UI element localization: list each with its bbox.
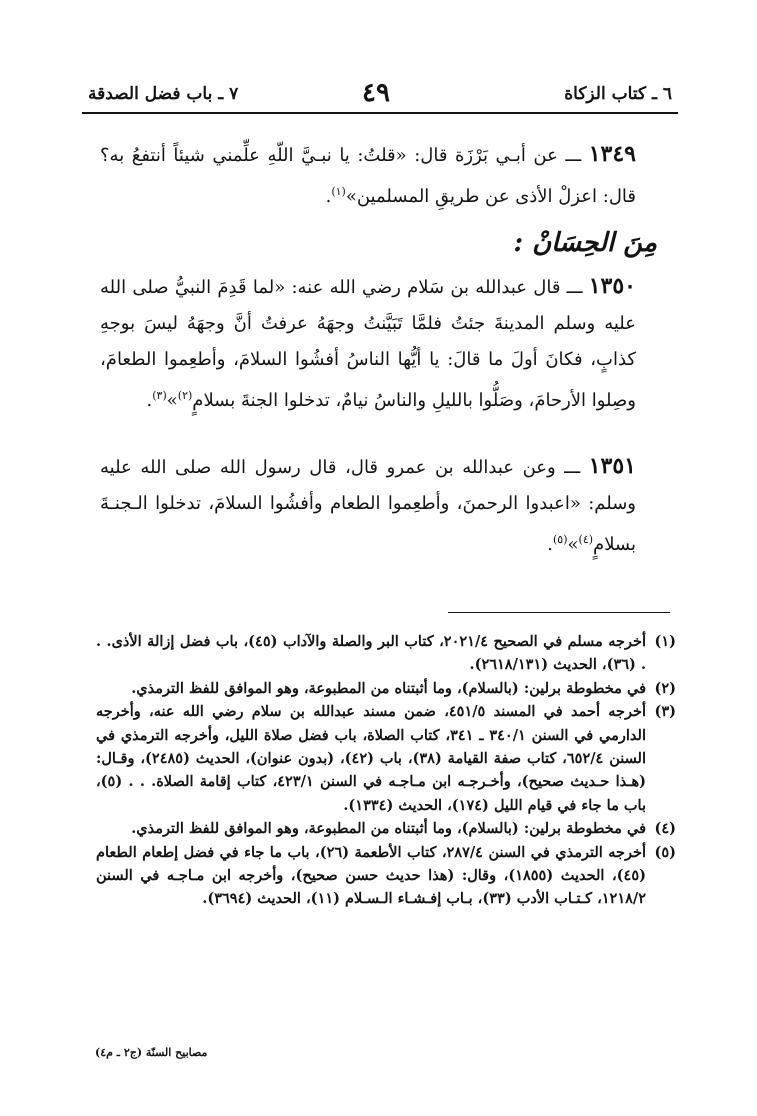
footnote-item bbox=[96, 700, 676, 817]
footnote-text: أخرجه أحمد في المسند ٤٥١/٥، ضمن مسند عبدالله بن سلام رضي الله عنه، وأخرجه الدارمي في السنن ٣٤٠/١ ـ ٣٤١، كتاب الصلاة، باب فضل صلاة الليل، وأخرجه الترمذي في السنن ٦٥٢/٤، كتاب صفة القيامة (٣٨)، باب (٤٢)، (بدون عنوان)، الحديث (٢٤٨٥)، وقـال: (هـذا حـديث صحيح)، وأخـرجـه ابن مـاجـه في السنن ٤٢٣/١، كتاب إقامة الصلاة. . . (٥)، باب ما جاء في قيام الليل (١٧٤)، الحديث (١٣٣٤). bbox=[96, 703, 646, 814]
page-footer: مصابيح السنّة (ج٢ ـ م٤) bbox=[95, 1046, 208, 1059]
footnote-ref: (٥) bbox=[553, 533, 568, 546]
hadith-1349 bbox=[100, 136, 636, 215]
footnote-mark: (١) bbox=[654, 633, 676, 650]
footnote-item bbox=[96, 841, 676, 911]
footnote-text: في مخطوطة برلين: (بالسلام)، وما أثبتناه من المطبوعة، وهو الموافق للفظ الترمذي. bbox=[131, 679, 646, 697]
footnote-text: في مخطوطة برلين: (بالسلام)، وما أثبتناه من المطبوعة، وهو الموافق للفظ الترمذي. bbox=[131, 820, 646, 838]
quote-close: » bbox=[567, 534, 579, 555]
footnote-ref: (١) bbox=[331, 185, 346, 198]
header-book-title: ٦ ـ كتاب الزكاة bbox=[564, 84, 672, 104]
hadith-text: ـــ قال عبدالله بن سَلام رضي الله عنه: «لما قَدِمَ النبيُّ صلى الله عليه وسلم المدينةَ جئتُ فلمَّا تَبَيَّنتُ وجهَهُ عرفتُ أنَّ وجهَهُ ليسَ بوجهِ كذابٍ، فكانَ أولَ ما قالَ: يا أيُّها الناسُ أفشُوا السلامَ، وأطعِموا الطعامَ، وصِلوا الأرحامَ، وصَلُّوا بالليلِ والناسُ نيامٌ، تدخلوا الجنةَ بسلامٍ bbox=[100, 277, 636, 411]
footnote-item bbox=[96, 630, 676, 677]
section-heading: مِنَ الحِسَانْ : bbox=[513, 228, 657, 258]
hadith-text: ـــ عن أبـي بَرْزَة قال: «قلتُ: يا نبـيَّ اللّهِ علِّمني شيئاً أنتفعُ به؟ قال: اعزلْ الأذى عن طريقِ المسلمين» bbox=[100, 145, 636, 207]
footnote-mark: (٣) bbox=[654, 703, 676, 721]
quote-close: » bbox=[166, 390, 178, 411]
footnote-text: أخرجه مسلم في الصحيح ٢٠٢١/٤، كتاب البر والصلة والآداب (٤٥)، باب فضل إزالة الأذى. . . (٣٦)، الحديث (٢٦١٨/١٣١). bbox=[96, 633, 647, 674]
footnote-item bbox=[96, 677, 676, 700]
header-rule bbox=[82, 112, 678, 114]
footnote-mark: (٢) bbox=[654, 679, 676, 697]
page-header bbox=[82, 78, 678, 114]
header-chapter-title: ٧ ـ باب فضل الصدقة bbox=[88, 84, 239, 104]
footnote-text: أخرجه الترمذي في السنن ٢٨٧/٤، كتاب الأطعمة (٢٦)، باب ما جاء في فضل إطعام الطعام (٤٥)، الحديث (١٨٥٥)، وقال: (هذا حديث حسن صحيح)، وأخرجه ابن مـاجـه في السنن ١٢١٨/٢، كـتـاب الأدب (٣٣)، بـاب إفـشـاء الـسـلام (١١)، الحديث (٣٦٩٤). bbox=[96, 843, 646, 908]
hadith-text: ـــ وعن عبدالله بن عمرو قال، قال رسول الله صلى الله عليه وسلم: «اعبدوا الرحمنَ، وأطعِموا الطعام وأفشُوا السلامَ، تدخلوا الـجنـةَ بسلامٍ bbox=[100, 457, 636, 555]
page-number: ٤٩ bbox=[362, 78, 390, 108]
sentence-end: . bbox=[146, 390, 153, 411]
hadith-1351 bbox=[100, 448, 636, 563]
hadith-1350 bbox=[100, 268, 636, 419]
footnote-separator bbox=[448, 612, 670, 613]
footnote-ref: (٤) bbox=[578, 533, 594, 546]
footnote-ref: (٢) bbox=[177, 389, 193, 402]
footnote-mark: (٥) bbox=[654, 843, 676, 861]
sentence-end: . bbox=[547, 534, 553, 555]
hadith-number: ١٣٥٠ bbox=[588, 273, 636, 299]
sentence-end: . bbox=[325, 186, 332, 207]
hadith-number: ١٣٥١ bbox=[588, 453, 636, 479]
footnote-item bbox=[96, 817, 676, 840]
footnote-mark: (٤) bbox=[654, 820, 676, 838]
footnote-ref: (٣) bbox=[152, 389, 167, 402]
footnotes bbox=[96, 630, 676, 911]
hadith-number: ١٣٤٩ bbox=[588, 141, 636, 167]
